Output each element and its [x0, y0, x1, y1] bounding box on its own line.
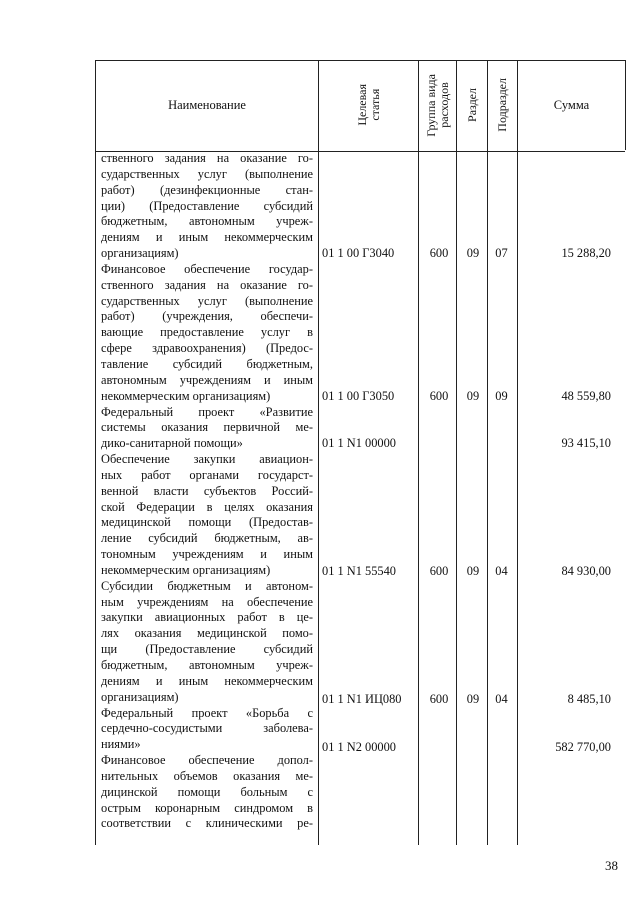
page-number: 38 — [605, 858, 618, 873]
text-line: ции) (Предоставление субсидий — [101, 198, 313, 213]
text-line: дико-санитарной помощи» — [101, 436, 243, 451]
text-line: ственного задания на оказание го- — [101, 151, 313, 165]
text-line: бюджетным, автономным учреж- — [101, 214, 313, 229]
subsection-code: 07 — [495, 246, 508, 260]
text-line: Федеральный проект «Развитие — [101, 404, 313, 419]
text-line: тономным учреждениям и иным — [101, 547, 313, 562]
text-line: тавление субсидий бюджетным, — [101, 356, 313, 371]
text-line: ным учреждениям на обеспечение — [101, 594, 313, 609]
column-divider — [625, 60, 626, 150]
target-code: 01 1 N1 55540 — [322, 564, 396, 578]
text-line: острым коронарным синдромом в — [101, 800, 313, 815]
header-section: Раздел — [464, 88, 479, 122]
text-line: венной власти субъектов Россий- — [101, 483, 313, 498]
text-line: Финансовое обеспечение государ- — [101, 261, 313, 276]
text-line: организациям) — [101, 246, 179, 261]
section-code: 09 — [466, 564, 480, 578]
text-line: работ) (учреждения, обеспечи- — [101, 309, 313, 324]
expense-group: 600 — [429, 692, 449, 706]
column-divider — [95, 60, 96, 845]
text-line: сударственных услуг (выполнение — [101, 293, 313, 308]
text-line: некоммерческим организациям) — [101, 562, 271, 577]
amount: 15 288,20 — [561, 246, 611, 260]
header-name: Наименование — [168, 97, 246, 112]
subsection-code: 04 — [495, 564, 508, 578]
text-line: Финансовое обеспечение допол- — [101, 753, 313, 768]
text-line: Обеспечение закупки авиацион- — [101, 452, 313, 467]
section-code: 09 — [466, 389, 480, 403]
target-code: 01 1 00 Г3040 — [322, 246, 395, 260]
text-line: вающие предоставление услуг в — [101, 325, 313, 340]
amount: 8 485,10 — [567, 692, 611, 706]
text-line: Федеральный проект «Борьба с — [101, 705, 313, 720]
section-code: 09 — [466, 692, 480, 706]
amount: 84 930,00 — [561, 564, 611, 578]
target-code: 01 1 N2 00000 — [322, 740, 396, 754]
text-line: автономным учреждениям и иным — [101, 372, 313, 387]
text-line: системы оказания первичной ме- — [101, 420, 313, 435]
text-line: организациям) — [101, 689, 179, 704]
text-line: дицинской помощи больным с — [101, 784, 313, 799]
text-line: ление субсидий бюджетным, ав- — [101, 531, 313, 546]
text-line: Субсидии бюджетным и автоном- — [101, 578, 313, 593]
expense-group: 600 — [429, 246, 449, 260]
text-line: сфере здравоохранения) (Предос- — [101, 341, 313, 356]
text-line: некоммерческим организациям) — [101, 388, 271, 403]
subsection-code: 04 — [495, 692, 508, 706]
text-line: медицинской помощи (Предостав- — [101, 515, 313, 530]
name-column-text — [101, 151, 313, 832]
text-line: дениям и иным некоммерческим — [101, 673, 313, 688]
section-code: 09 — [466, 246, 480, 260]
text-line: щи (Предоставление субсидий — [101, 642, 313, 657]
header-sum: Сумма — [553, 97, 590, 112]
text-line: нительных объемов оказания ме- — [101, 768, 313, 783]
amount: 93 415,10 — [561, 436, 611, 450]
text-line: дениям и иным некоммерческим — [101, 230, 313, 245]
expense-group: 600 — [429, 564, 449, 578]
column-divider — [517, 60, 518, 845]
text-line: соответствии с клиническими ре- — [101, 816, 313, 831]
target-code: 01 1 N1 00000 — [322, 436, 396, 450]
text-line: бюджетным, автономным учреж- — [101, 658, 313, 672]
amount: 48 559,80 — [561, 389, 611, 403]
header-target: Целевая статья — [354, 84, 382, 126]
text-line: ных работ органами государст- — [101, 467, 313, 482]
text-line: закупки авиационных работ в це- — [101, 610, 313, 625]
header-subsection: Подраздел — [495, 78, 509, 132]
text-line: работ) (дезинфекционные стан- — [101, 182, 313, 197]
text-line: ственного задания на оказание го- — [101, 277, 313, 292]
expense-group: 600 — [429, 389, 449, 403]
subsection-code: 09 — [495, 389, 508, 403]
column-divider — [418, 60, 419, 845]
target-code: 01 1 00 Г3050 — [322, 389, 395, 403]
text-line: лях оказания медицинской помо- — [101, 626, 313, 641]
target-code: 01 1 N1 ИЦ080 — [322, 692, 402, 706]
column-divider — [318, 60, 319, 845]
text-line: ской Федерации в целях оказания — [101, 499, 313, 514]
text-line: ниями» — [101, 737, 141, 752]
amount: 582 770,00 — [555, 740, 611, 754]
text-line: сударственных услуг (выполнение — [101, 166, 313, 181]
column-divider — [456, 60, 457, 845]
text-line: сердечно-сосудистыми заболева- — [101, 721, 313, 736]
column-divider — [487, 60, 488, 845]
header-group: Группа вида расходов — [423, 73, 451, 137]
